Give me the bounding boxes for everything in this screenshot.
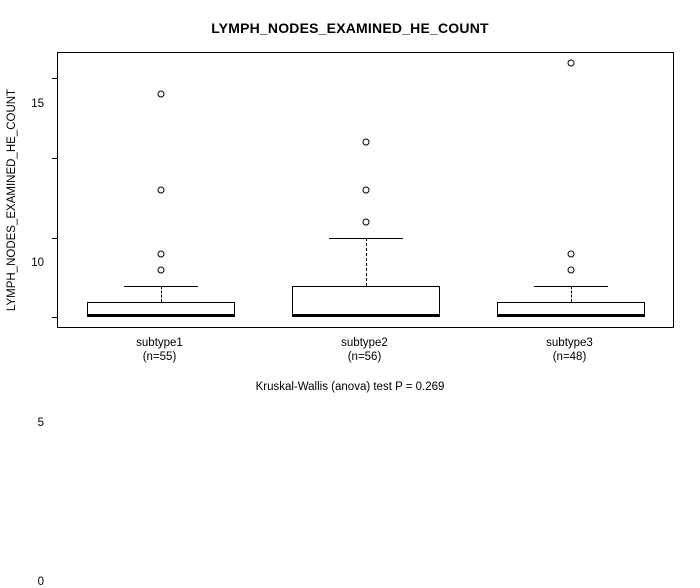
outlier-point [567,266,574,273]
x-axis-group-label [546,336,593,364]
y-axis-label: LYMPH_NODES_EXAMINED_HE_COUNT [6,88,18,312]
whisker-cap-upper [124,286,198,287]
outlier-point [157,91,164,98]
median-subtype1 [87,314,235,317]
y-axis-tick-label: 5 [37,416,44,429]
outlier-point [157,187,164,194]
chart-title: LYMPH_NODES_EXAMINED_HE_COUNT [211,20,489,36]
group-name: subtype1 [136,337,183,349]
group-name: subtype3 [546,337,593,349]
median-subtype3 [497,314,645,317]
outlier-point [567,59,574,66]
x-axis-group-label [136,336,183,364]
outlier-point [362,139,369,146]
group-count: (n=48) [552,351,587,363]
outlier-point [362,218,369,225]
y-axis-tick-label: 15 [31,97,44,110]
whisker-upper [366,238,367,286]
group-name: subtype2 [341,337,388,349]
median-subtype2 [292,314,440,317]
y-axis-tick [31,78,58,110]
group-count: (n=56) [347,351,382,363]
y-axis-tick-label: 0 [37,575,44,588]
y-axis-tick-label: 10 [31,257,44,270]
outlier-point [157,266,164,273]
outlier-point [567,250,574,257]
group-count: (n=55) [142,351,177,363]
whisker-cap-upper [329,238,403,239]
y-axis-tick [37,317,58,588]
outlier-point [157,250,164,257]
whisker-upper [571,286,572,302]
chart-annotation: Kruskal-Wallis (anova) test P = 0.269 [255,381,445,393]
outlier-point [362,187,369,194]
x-axis-group-label [341,336,388,364]
whisker-upper [161,286,162,302]
whisker-cap-upper [534,286,608,287]
y-axis-tick [31,158,58,270]
